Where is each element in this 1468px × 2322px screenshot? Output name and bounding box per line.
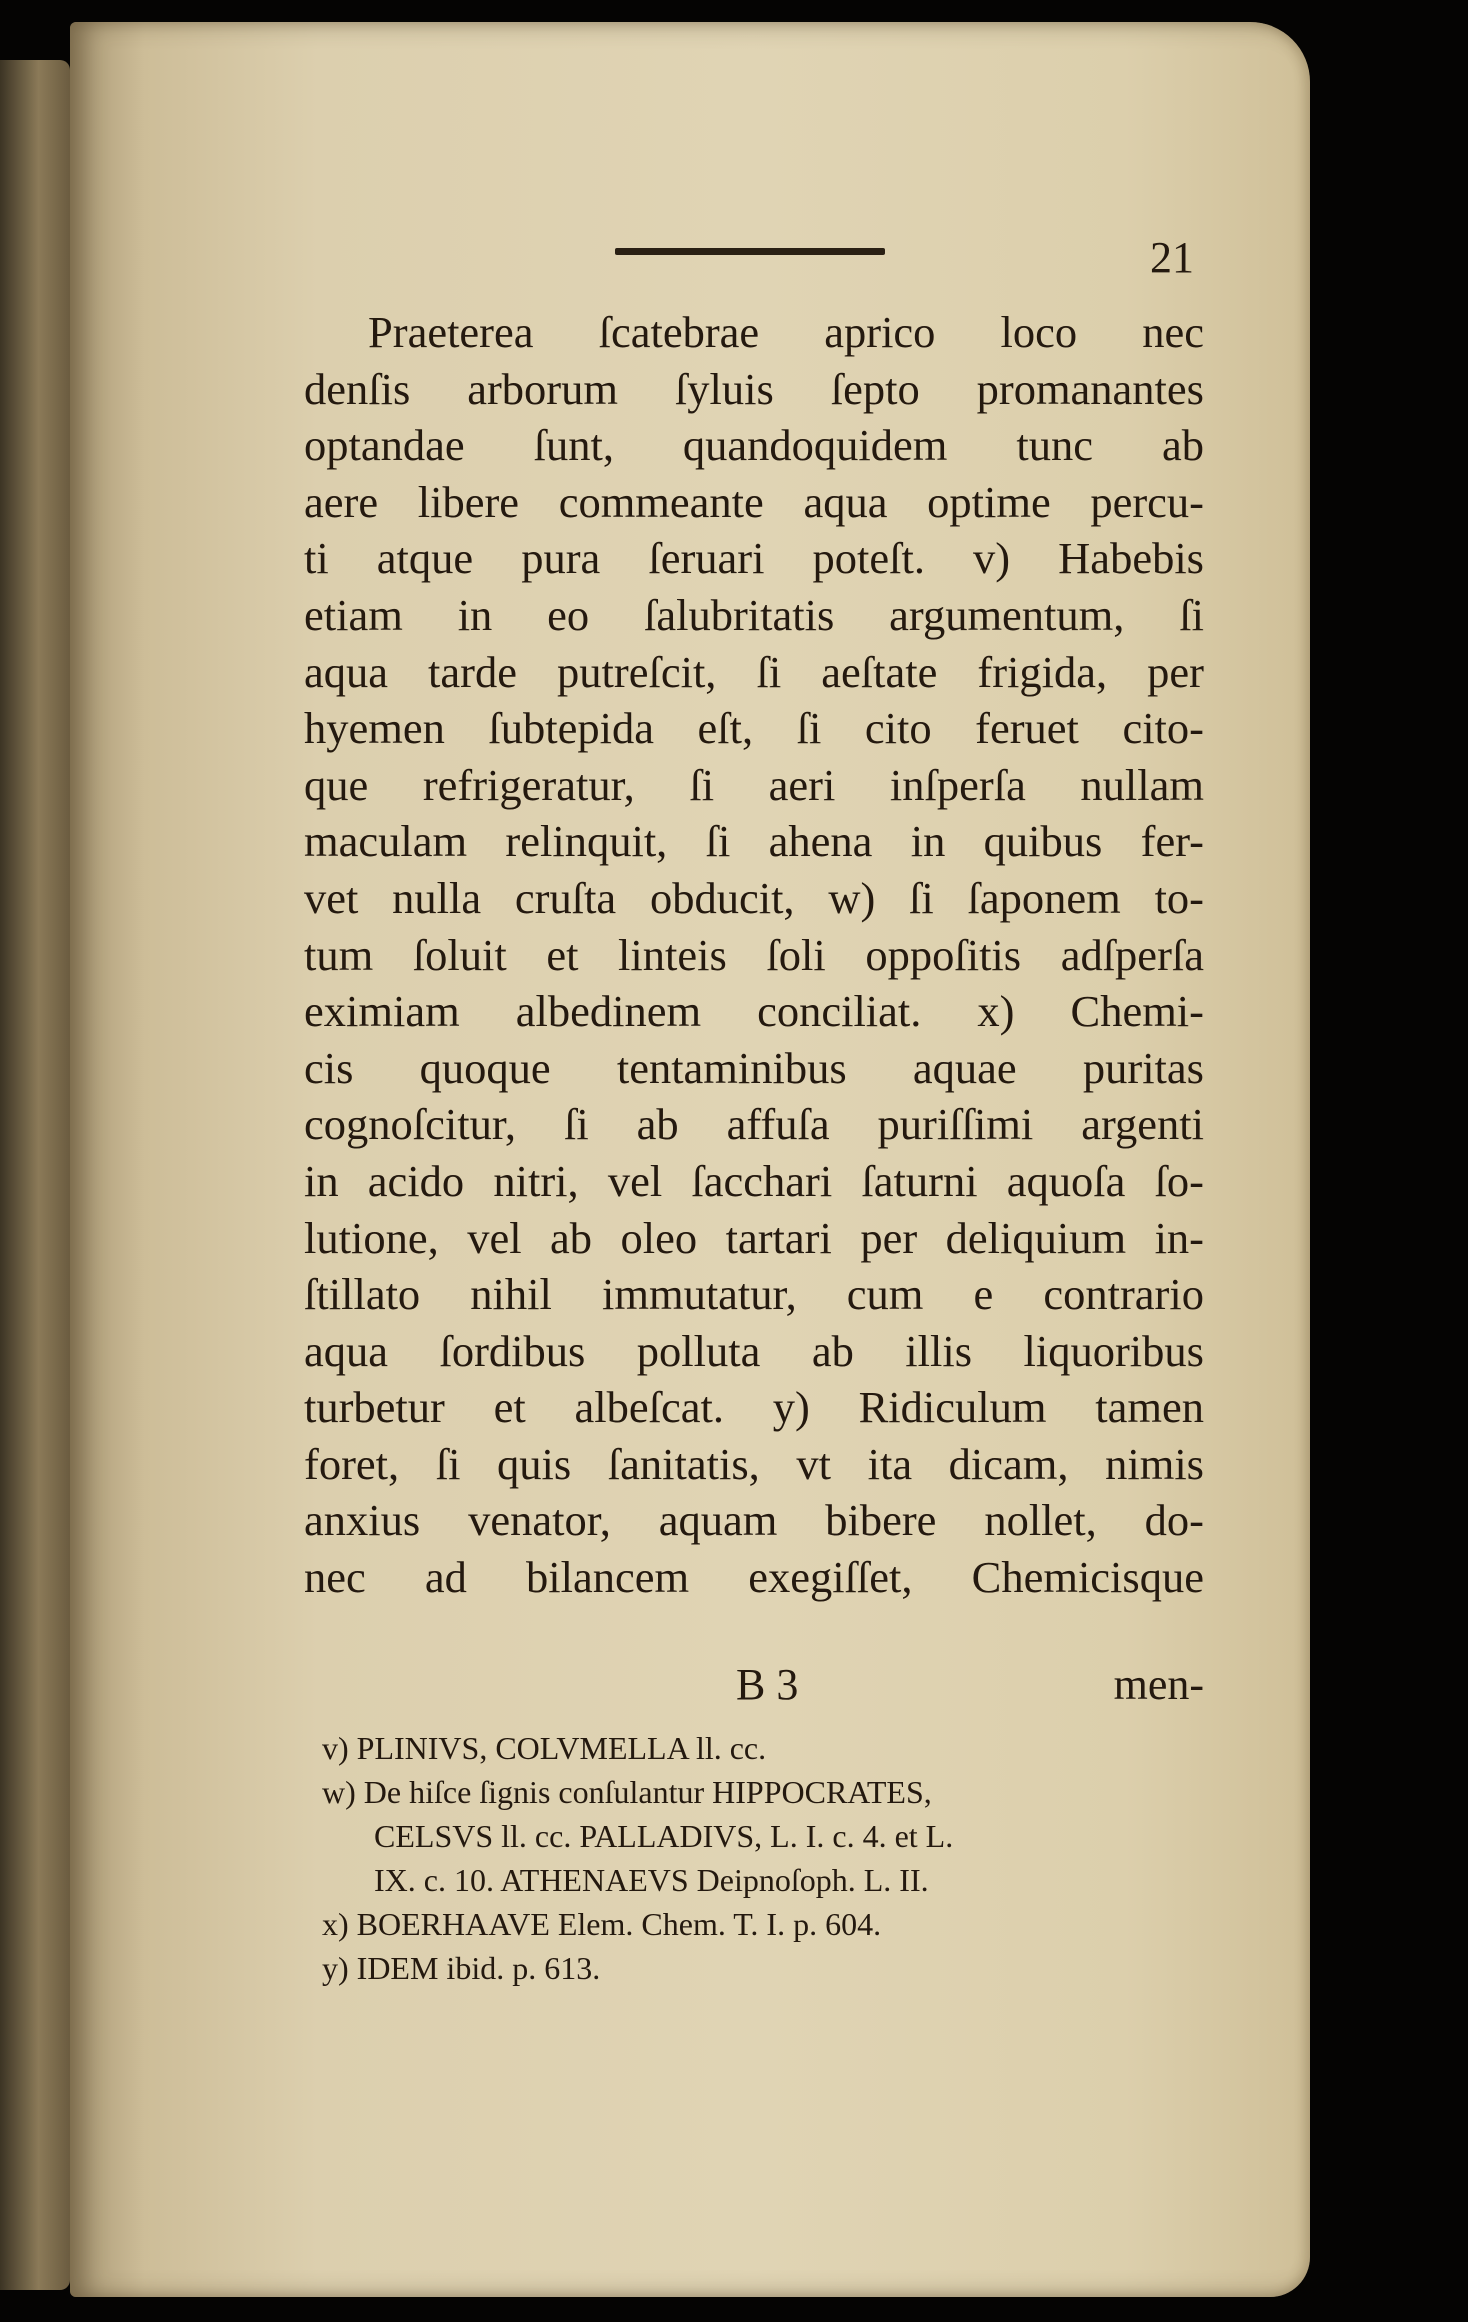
- footnote-w: w) De hiſce ſignis conſulantur HIPPOCRATES,: [322, 1774, 932, 1810]
- text-line: tum ſoluit et linteis ſoli oppoſitis adſperſa: [304, 929, 1204, 980]
- text-line: cognoſcitur, ſi ab affuſa puriſſimi argenti: [304, 1099, 1204, 1150]
- text-line: aqua ſordibus polluta ab illis liquoribus: [304, 1325, 1204, 1376]
- text-line: denſis arborum ſyluis ſepto promanantes: [304, 363, 1204, 414]
- text-line: vet nulla cruſta obducit, w) ſi ſaponem to-: [304, 872, 1204, 923]
- text-line: que refrigeratur, ſi aeri inſperſa nullam: [304, 759, 1204, 810]
- signature-row: [304, 1659, 1204, 1707]
- text-line: lutione, vel ab oleo tartari per deliquium in-: [304, 1212, 1204, 1263]
- text-line: aqua tarde putreſcit, ſi aeſtate frigida, per: [304, 646, 1204, 697]
- footnote-x: x) BOERHAAVE Elem. Chem. T. I. p. 604.: [322, 1906, 882, 1942]
- text-line: maculam relinquit, ſi ahena in quibus fer-: [304, 816, 1204, 867]
- footnote-v: v) PLINIVS, COLVMELLA ll. cc.: [322, 1730, 767, 1766]
- text-line: ti atque pura ſeruari poteſt. v) Habebis: [304, 533, 1204, 584]
- text-line: Praeterea ſcatebrae aprico loco nec: [368, 307, 1204, 357]
- signature-mark: B 3: [736, 1660, 799, 1709]
- book-page: [70, 22, 1310, 2297]
- text-line: etiam in eo ſalubritatis argumentum, ſi: [304, 589, 1204, 640]
- header-rule: [615, 248, 885, 255]
- text-line: foret, ſi quis ſanitatis, vt ita dicam, nimis: [304, 1438, 1204, 1489]
- catchword: men-: [1113, 1660, 1204, 1709]
- text-line: in acido nitri, vel ſacchari ſaturni aquoſa ſo-: [304, 1155, 1204, 1206]
- text-line: eximiam albedinem conciliat. x) Chemi-: [304, 986, 1204, 1037]
- text-line: nec ad bilancem exegiſſet, Chemicisque: [304, 1552, 1204, 1603]
- text-line: turbetur et albeſcat. y) Ridiculum tamen: [304, 1382, 1204, 1433]
- footnote-w-continued: CELSVS ll. cc. PALLADIVS, L. I. c. 4. et L.: [374, 1818, 954, 1854]
- footnote-y: y) IDEM ibid. p. 613.: [322, 1950, 601, 1986]
- page-number: 21: [1150, 233, 1194, 282]
- text-line: ſtillato nihil immutatur, cum e contrario: [304, 1269, 1204, 1320]
- text-line: aere libere commeante aqua optime percu-: [304, 476, 1204, 527]
- text-line: optandae ſunt, quandoquidem tunc ab: [304, 420, 1204, 471]
- text-line: hyemen ſubtepida eſt, ſi cito feruet cito-: [304, 703, 1204, 754]
- text-line: cis quoque tentaminibus aquae puritas: [304, 1042, 1204, 1093]
- adjacent-page-edge: [0, 60, 70, 2290]
- main-text: [304, 304, 1204, 1606]
- text-line: anxius venator, aquam bibere nollet, do-: [304, 1495, 1204, 1546]
- footnote-w-continued: IX. c. 10. ATHENAEVS Deipnoſoph. L. II.: [374, 1862, 929, 1898]
- footnotes: [322, 1726, 1202, 1990]
